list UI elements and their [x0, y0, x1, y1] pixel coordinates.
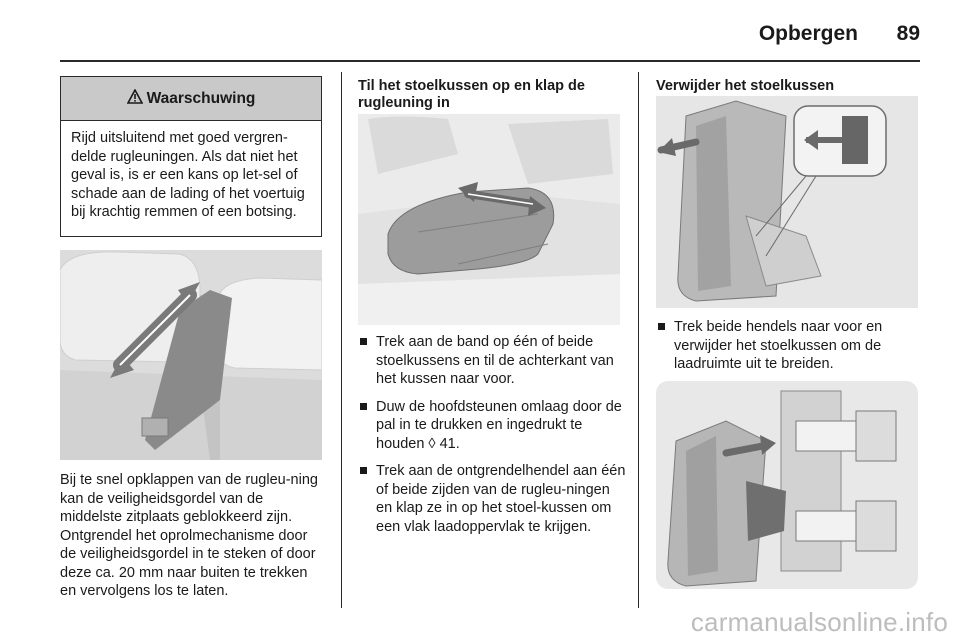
instructions-list — [358, 333, 628, 545]
belt-paragraph: Bij te snel opklappen van de rugleu-ning kan de veiligheidsgordel van de middelste zitplaats geblokkeerd zijn. Ontgrendel het oprolmechanisme door de veiligheidsgordel in te steken of door deze ca. 20 mm naar buiten te trekken en vervolgens los te laten. — [60, 472, 318, 599]
warning-heading: Waarschuwing — [146, 89, 256, 107]
bullet-square-icon — [360, 403, 367, 410]
cushion-hinge-illustration — [656, 381, 918, 589]
section-heading: Til het stoelkussen op en klap de rugleuning in — [358, 78, 585, 111]
list-item-text: Trek beide hendels naar voor en verwijder het stoelkussen om de laadruimte uit te breiden. — [674, 319, 883, 372]
list-item — [358, 398, 628, 454]
bullet-square-icon — [360, 338, 367, 345]
cushion-removal-illustration — [656, 96, 918, 308]
page-header — [60, 14, 920, 48]
page-number: 89 — [896, 22, 920, 45]
bullet-square-icon — [658, 323, 665, 330]
page-title: Opbergen — [758, 22, 858, 45]
list-item — [358, 333, 628, 389]
warning-text: Rijd uitsluitend met goed vergren-delde rugleuningen. Als dat niet het geval is, is er een kans op let-sel of schade aan de lading of het voertuig bij krachtig remmen of een botsing. — [71, 130, 305, 220]
column-divider — [341, 72, 342, 608]
seat-cushion-illustration — [358, 114, 620, 325]
warning-triangle-icon — [127, 89, 143, 109]
list-item-text: Trek aan de ontgrendelhendel aan één of beide zijden van de rugleu-ningen en klap ze in op het stoel-kussen om een vlak laadoppervlak te krijgen. — [376, 463, 626, 535]
removal-list — [656, 318, 920, 383]
section-heading: Verwijder het stoelkussen — [656, 78, 835, 94]
seatbelt-illustration — [60, 250, 322, 460]
bullet-square-icon — [360, 467, 367, 474]
list-item — [358, 462, 628, 536]
column-divider — [638, 72, 639, 608]
warning-header — [61, 77, 321, 121]
list-item-text: Duw de hoofdsteunen omlaag door de pal in te drukken en ingedrukt te houden ◊ 41. — [376, 398, 622, 452]
list-item-text: Trek aan de band op één of beide stoelkussens en til de achterkant van het kussen naar voor. — [376, 334, 614, 387]
list-item — [656, 318, 920, 374]
warning-box — [60, 76, 322, 237]
watermark: carmanualsonline.info — [690, 607, 948, 637]
header-rule — [60, 60, 920, 62]
